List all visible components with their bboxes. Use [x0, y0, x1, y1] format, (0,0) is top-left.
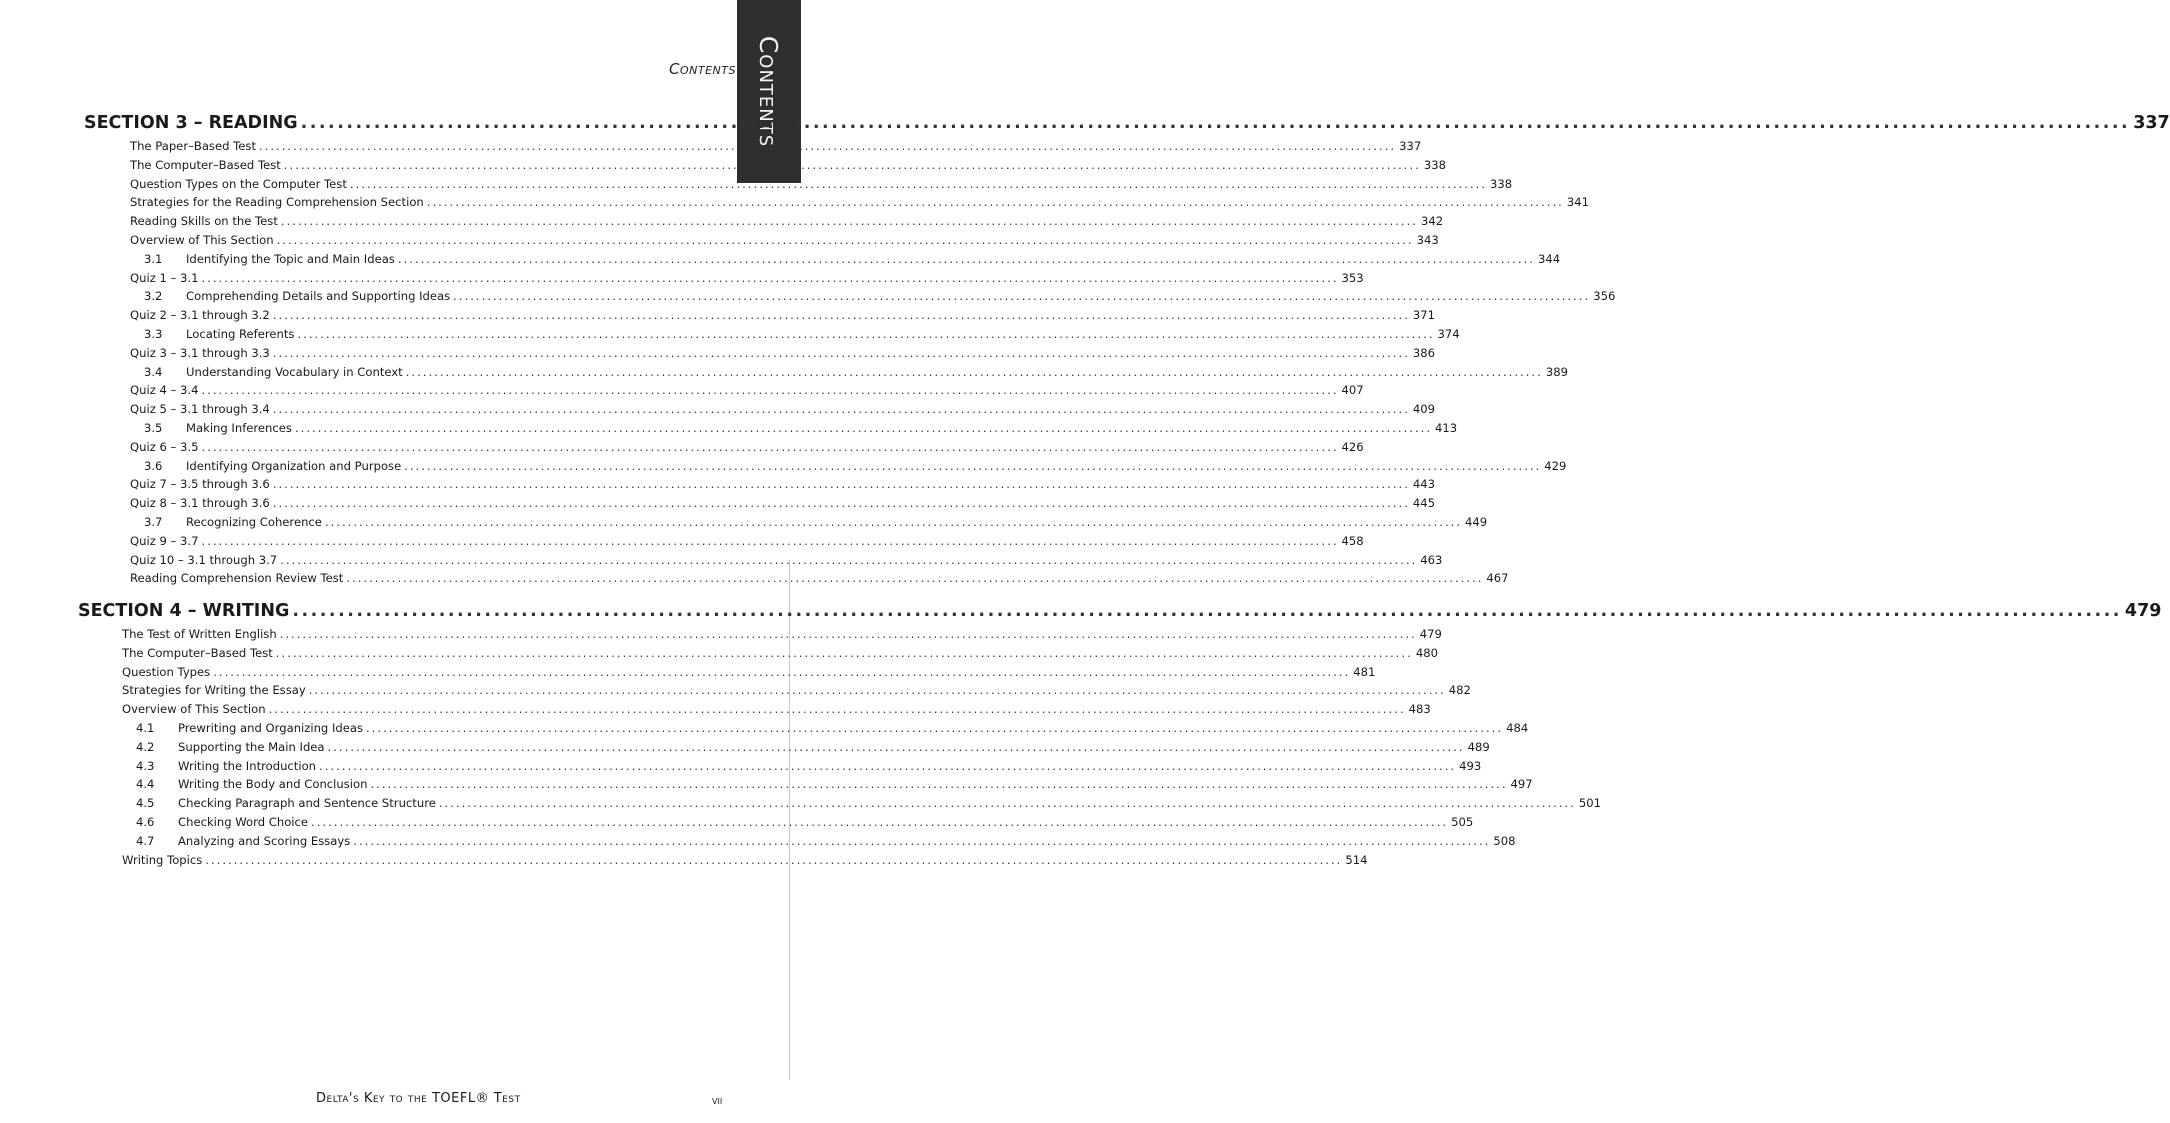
toc-entry[interactable]	[84, 402, 1436, 421]
toc-entry-page: 505	[1451, 814, 1474, 829]
toc-entry-page: 374	[1437, 326, 1460, 341]
toc-entry[interactable]	[84, 364, 1568, 384]
toc-entry-text: Quiz 10 – 3.1 through 3.7	[130, 552, 278, 567]
toc-entry-number: 3.5	[144, 420, 163, 435]
toc-entry-number: 4.4	[136, 777, 155, 792]
toc-entry-page: 449	[1465, 514, 1488, 529]
dot-leader: ........................................................................................................................................................................................................	[353, 833, 1491, 848]
toc-entry[interactable]	[78, 796, 1602, 815]
toc-entry[interactable]	[84, 345, 1436, 365]
toc-entry[interactable]	[84, 439, 1364, 459]
dot-leader: ........................................................................................................................................................................................................	[297, 326, 1435, 341]
toc-entry-text: Analyzing and Scoring Essays	[178, 833, 351, 848]
toc-entry-page: 483	[1408, 702, 1431, 717]
toc-entry-text: Quiz 2 – 3.1 through 3.2	[130, 308, 270, 323]
toc-entry-title	[130, 534, 198, 548]
section-heading-title: SECTION 3 – READING	[84, 113, 298, 133]
toc-entry[interactable]	[84, 195, 1589, 214]
toc-entry[interactable]	[78, 833, 1516, 853]
dot-leader: ........................................................................................................................................................................................................	[311, 814, 1449, 829]
toc-entry-page: 489	[1467, 739, 1490, 754]
toc-entry-title	[122, 721, 363, 735]
dot-leader: ........................................................................................................................................................................................................	[453, 289, 1591, 304]
toc-entry[interactable]	[84, 308, 1436, 327]
dot-leader: ........................................................................................................................................................................................................	[272, 345, 1410, 360]
toc-entry-page: 371	[1412, 308, 1436, 323]
toc-entry-text: Quiz 9 – 3.7	[130, 533, 199, 548]
toc-entry-title	[130, 289, 450, 303]
toc-entry-text: The Paper–Based Test	[130, 139, 256, 153]
toc-entry[interactable]	[84, 420, 1458, 440]
dot-leader: ........................................................................................................................................................................................................	[366, 720, 1504, 735]
dot-leader: ........................................................................................................................................................................................................	[294, 420, 1433, 435]
toc-entry-text: Locating Referents	[186, 326, 295, 341]
dot-leader: ........................................................................................................................................................................................................	[205, 852, 1343, 867]
toc-entry-text: The Test of Written English	[122, 627, 277, 641]
toc-entry-text: Reading Skills on the Test	[130, 214, 278, 229]
section-heading[interactable]	[78, 601, 2162, 627]
toc-entry-number: 3.2	[144, 289, 163, 304]
dot-leader: ........................................................................................................................................................................................................	[426, 195, 1564, 210]
toc-entry-text: Writing the Introduction	[178, 758, 317, 773]
toc-entry-title	[122, 853, 202, 867]
toc-entry-number: 4.2	[136, 739, 155, 754]
toc-entry-page: 389	[1545, 364, 1568, 379]
toc-entry-title	[130, 383, 198, 397]
toc-entry-page: 338	[1423, 157, 1447, 172]
toc-entry-title	[130, 271, 198, 285]
toc-entry-title	[130, 139, 256, 153]
dot-leader: ........................................................................................................................................................................................................	[319, 758, 1457, 773]
dot-leader: ........................................................................................................................................................................................................	[300, 113, 2131, 133]
dot-leader: ........................................................................................................................................................................................................	[213, 664, 1351, 679]
toc-entry-text: Comprehending Details and Supporting Ideas	[186, 289, 451, 304]
toc-entry[interactable]	[78, 739, 1490, 759]
toc-entry[interactable]	[84, 571, 1509, 590]
toc-entry[interactable]	[78, 758, 1482, 778]
toc-entry-text: Quiz 4 – 3.4	[130, 383, 199, 398]
toc-entry[interactable]	[84, 214, 1444, 233]
dot-leader: ........................................................................................................................................................................................................	[201, 383, 1339, 398]
toc-entry-title	[130, 571, 343, 585]
toc-entry[interactable]	[84, 232, 1439, 252]
toc-entry-page: 426	[1341, 439, 1364, 454]
dot-leader: ........................................................................................................................................................................................................	[272, 308, 1410, 323]
toc-entry-text: Recognizing Coherence	[186, 514, 322, 529]
toc-entry-page: 467	[1486, 571, 1509, 586]
toc-entry[interactable]	[84, 383, 1364, 402]
toc-entry-page: 337	[1399, 139, 1422, 153]
toc-entry-page: 484	[1506, 720, 1529, 735]
toc-entry-page: 356	[1593, 289, 1616, 304]
toc-entry-title	[130, 421, 292, 435]
toc-entry-title	[130, 308, 270, 322]
toc-entry-page: 479	[1419, 627, 1442, 641]
toc-entry[interactable]	[84, 477, 1436, 496]
toc-entry[interactable]	[78, 664, 1376, 684]
toc-entry-text: Quiz 3 – 3.1 through 3.3	[130, 345, 270, 360]
toc-entry-page: 413	[1435, 420, 1458, 435]
toc-entry-title	[130, 477, 270, 491]
toc-entry-text: Identifying Organization and Purpose	[186, 458, 402, 473]
dot-leader: ........................................................................................................................................................................................................	[349, 176, 1487, 191]
toc-entry-page: 344	[1537, 251, 1561, 266]
toc-entry[interactable]	[84, 251, 1561, 271]
section-heading-page: 479	[2124, 601, 2162, 621]
toc-entry-number: 3.6	[144, 458, 163, 473]
dot-leader: ........................................................................................................................................................................................................	[201, 439, 1339, 454]
toc-entry-number: 3.1	[144, 251, 163, 266]
footer-book-title: Delta's Key to the TOEFL® Test	[316, 1091, 521, 1106]
toc-entry-page: 463	[1420, 552, 1443, 567]
dot-leader: ........................................................................................................................................................................................................	[405, 364, 1543, 379]
dot-leader: ........................................................................................................................................................................................................	[308, 683, 1446, 698]
dot-leader: ........................................................................................................................................................................................................	[438, 796, 1576, 811]
contents-side-tab	[737, 0, 801, 183]
dot-leader: ........................................................................................................................................................................................................	[275, 645, 1413, 660]
dot-leader: ........................................................................................................................................................................................................	[280, 552, 1418, 567]
dot-leader: ........................................................................................................................................................................................................	[397, 251, 1535, 266]
toc-entry-title	[130, 195, 424, 209]
dot-leader: ........................................................................................................................................................................................................	[272, 402, 1410, 417]
toc-entry-text: Reading Comprehension Review Test	[130, 571, 344, 586]
toc-entry[interactable]	[84, 458, 1567, 478]
toc-entry-page: 514	[1345, 852, 1368, 867]
toc-entry-title	[130, 233, 274, 247]
toc-entry-number: 4.7	[136, 833, 155, 848]
toc-entry-number: 4.6	[136, 814, 155, 829]
toc-entry-text: Writing Topics	[122, 852, 203, 867]
toc-entry[interactable]	[78, 627, 1442, 646]
toc-entry-page: 481	[1353, 664, 1376, 679]
toc-entry-title	[122, 815, 308, 829]
dot-leader: ........................................................................................................................................................................................................	[404, 458, 1542, 473]
toc-entry-page: 482	[1448, 683, 1471, 698]
toc-entry-page: 497	[1510, 777, 1533, 792]
dot-leader: ........................................................................................................................................................................................................	[201, 533, 1339, 548]
section-heading-title: SECTION 4 – WRITING	[78, 601, 290, 621]
toc-entry-text: Quiz 1 – 3.1	[130, 270, 199, 285]
dot-leader: ........................................................................................................................................................................................................	[283, 157, 1421, 172]
dot-leader: ........................................................................................................................................................................................................	[324, 514, 1463, 529]
dot-leader: ........................................................................................................................................................................................................	[279, 627, 1417, 641]
toc-entry[interactable]	[78, 683, 1471, 702]
toc-entry-text: Writing the Body and Conclusion	[178, 777, 368, 792]
toc-entry-title	[122, 759, 316, 773]
toc-entry[interactable]	[78, 702, 1431, 721]
toc-entry-page: 445	[1412, 496, 1436, 511]
toc-entry[interactable]	[78, 645, 1439, 665]
toc-entry[interactable]	[84, 157, 1447, 177]
dot-leader: ........................................................................................................................................................................................................	[201, 270, 1339, 285]
toc-entry-page: 353	[1341, 270, 1364, 285]
toc-entry-text: Quiz 5 – 3.1 through 3.4	[130, 402, 270, 417]
toc-entry-text: Quiz 7 – 3.5 through 3.6	[130, 477, 270, 492]
toc-entry-text: The Computer–Based Test	[122, 645, 273, 660]
toc-entry-page: 342	[1420, 214, 1444, 229]
dot-leader: ........................................................................................................................................................................................................	[292, 601, 2122, 621]
toc-entry-title	[122, 834, 350, 848]
toc-entry[interactable]	[84, 514, 1488, 534]
toc-entry-page: 341	[1566, 195, 1589, 210]
toc-entry-number: 4.5	[136, 796, 155, 811]
toc-entry-text: Overview of This Section	[122, 702, 266, 717]
toc-entry-text: Understanding Vocabulary in Context	[186, 364, 403, 379]
dot-leader: ........................................................................................................................................................................................................	[327, 739, 1465, 754]
toc-entry-title	[130, 327, 294, 341]
toc-entry[interactable]	[78, 852, 1368, 872]
footer-page-number: vii	[712, 1093, 723, 1107]
toc-entry-title	[130, 214, 278, 228]
dot-leader: ........................................................................................................................................................................................................	[346, 571, 1484, 586]
toc-entry-text: Overview of This Section	[130, 232, 274, 247]
toc-entry[interactable]	[84, 289, 1616, 308]
dot-leader: ........................................................................................................................................................................................................	[259, 139, 1397, 153]
toc-entry-page: 386	[1412, 345, 1436, 360]
toc-entry-number: 3.4	[144, 364, 163, 379]
toc-entry-text: Strategies for the Reading Comprehension Section	[130, 195, 424, 210]
toc-entry-text: Question Types on the Computer Test	[130, 176, 347, 191]
toc-entry-title	[130, 496, 270, 510]
toc-section-reading	[84, 113, 2170, 590]
toc-entry-title	[130, 402, 270, 416]
toc-entry-text: Checking Word Choice	[178, 814, 309, 829]
toc-entry-text: Making Inferences	[186, 420, 292, 435]
toc-entry-number: 4.1	[136, 720, 155, 735]
toc-entry-title	[130, 553, 277, 567]
toc-entry[interactable]	[78, 814, 1474, 834]
toc-entry-page: 409	[1412, 402, 1436, 417]
side-tab-label: Contents	[754, 35, 784, 148]
toc-entry-text: Quiz 8 – 3.1 through 3.6	[130, 496, 270, 511]
toc-entry-page: 429	[1544, 458, 1567, 473]
toc-entry-page: 480	[1415, 645, 1439, 660]
dot-leader: ........................................................................................................................................................................................................	[272, 477, 1410, 492]
toc-entry-title	[122, 740, 325, 754]
toc-entry-text: Quiz 6 – 3.5	[130, 439, 199, 454]
toc-entry[interactable]	[84, 270, 1364, 290]
toc-entry-number: 3.3	[144, 326, 163, 341]
dot-leader: ........................................................................................................................................................................................................	[370, 777, 1508, 792]
toc-entry-title	[122, 665, 210, 679]
section-heading-page: 337	[2133, 113, 2170, 133]
toc-entry[interactable]	[84, 496, 1436, 515]
toc-entry[interactable]	[84, 176, 1513, 196]
toc-entry[interactable]	[84, 326, 1460, 346]
toc-entry-page: 338	[1489, 176, 1513, 191]
toc-entry-title	[122, 702, 266, 716]
dot-leader: ........................................................................................................................................................................................................	[268, 702, 1406, 717]
dot-leader: ........................................................................................................................................................................................................	[280, 214, 1418, 229]
toc-entry-page: 343	[1416, 232, 1439, 247]
toc-entry-text: The Computer–Based Test	[130, 157, 281, 172]
toc-entry-text: Question Types	[122, 664, 211, 679]
toc-entry-title	[122, 646, 273, 660]
toc-entry-text: Prewriting and Organizing Ideas	[178, 720, 364, 735]
toc-entry[interactable]	[78, 720, 1529, 740]
toc-entry-text: Supporting the Main Idea	[178, 739, 325, 754]
toc-entry-title	[122, 777, 367, 791]
toc-entry-page: 443	[1412, 477, 1436, 492]
toc-entry-title	[130, 515, 322, 529]
toc-entry-page: 493	[1459, 758, 1482, 773]
dot-leader: ........................................................................................................................................................................................................	[276, 232, 1414, 247]
toc-entry-title	[130, 365, 403, 379]
toc-entry-page: 407	[1341, 383, 1364, 398]
toc-entry[interactable]	[78, 777, 1533, 796]
toc-section-writing	[78, 601, 2162, 871]
toc-entry-title	[130, 459, 401, 473]
section-heading[interactable]	[84, 113, 2170, 139]
toc-entry[interactable]	[84, 533, 1364, 553]
toc-entry-text: Identifying the Topic and Main Ideas	[186, 251, 395, 266]
toc-entry[interactable]	[84, 552, 1443, 572]
toc-entry-title	[130, 252, 395, 266]
dot-leader: ........................................................................................................................................................................................................	[272, 496, 1410, 511]
toc-entry-title	[130, 158, 281, 172]
toc-entry-title	[122, 627, 277, 641]
toc-entry-title	[130, 346, 270, 360]
toc-entry-page: 508	[1493, 833, 1516, 848]
toc-entry-text: Checking Paragraph and Sentence Structure	[178, 796, 436, 811]
toc-entry-page: 501	[1578, 796, 1602, 811]
toc-entry-title	[122, 683, 306, 697]
toc-entry-number: 4.3	[136, 758, 155, 773]
toc-entry-title	[122, 796, 436, 810]
toc-entry-title	[130, 440, 198, 454]
toc-entry-title	[130, 177, 347, 191]
toc-entry[interactable]	[84, 139, 1422, 158]
toc-entry-page: 458	[1341, 533, 1364, 548]
toc-entry-number: 3.7	[144, 514, 163, 529]
running-head: Contents	[669, 60, 736, 78]
toc-entry-text: Strategies for Writing the Essay	[122, 683, 306, 698]
